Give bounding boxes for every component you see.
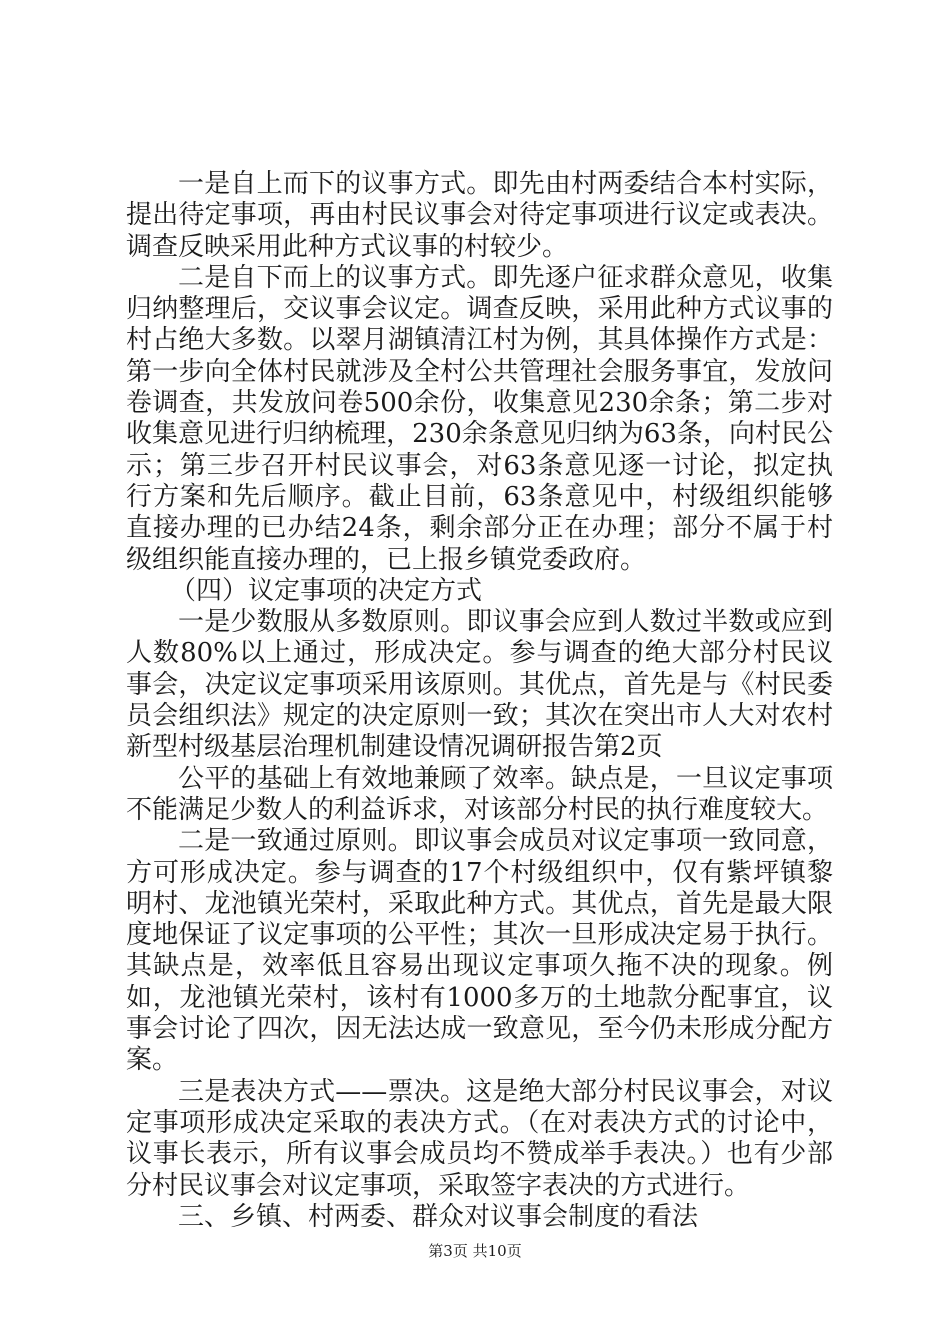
paragraph-ballot-vote: 三是表决方式——票决。这是绝大部分村民议事会，对议定事项形成决定采取的表决方式。（在对表决方式的讨论中，议事长表示，所有议事会成员均不赞成举手表决。）也有少部分村民议事会对议定事项，采取签字表决的方式进行。 bbox=[126, 1076, 833, 1201]
document-body bbox=[126, 169, 833, 1233]
page-number-footer: 第3页 共10页 bbox=[428, 1242, 522, 1260]
paragraph-bottom-up-method: 二是自下而上的议事方式。即先逐户征求群众意见，收集归纳整理后，交议事会议定。调查反映，采用此种方式议事的村占绝大多数。以翠月湖镇清江村为例，其具体操作方式是：第一步向全体村民就涉及全村公共管理社会服务事宜，发放问卷调查，共发放问卷500余份，收集意见230余条；第二步对收集意见进行归纳梳理，230余条意见归纳为63条，向村民公示；第三步召开村民议事会，对63条意见逐一讨论，拟定执行方案和先后顺序。截止目前，63条意见中，村级组织能够直接办理的已办结24条，剩余部分正在办理；部分不属于村级组织能直接办理的，已上报乡镇党委政府。 bbox=[126, 262, 833, 575]
paragraph-unanimous-rule: 二是一致通过原则。即议事会成员对议定事项一致同意，方可形成决定。参与调查的17个村级组织中，仅有紫坪镇黎明村、龙池镇光荣村，采取此种方式。其优点，首先是最大限度地保证了议定事项的公平性；其次一旦形成决定易于执行。其缺点是，效率低且容易出现议定事项久拖不决的现象。例如，龙池镇光荣村，该村有1000多万的土地款分配事宜，议事会讨论了四次，因无法达成一致意见，至今仍未形成分配方案。 bbox=[126, 826, 833, 1076]
paragraph-majority-rule: 一是少数服从多数原则。即议事会应到人数过半数或应到人数80%以上通过，形成决定。参与调查的绝大部分村民议事会，决定议定事项采用该原则。其优点，首先是与《村民委员会组织法》规定的决定原则一致；其次在突出市人大对农村新型村级基层治理机制建设情况调研报告第2页 bbox=[126, 607, 833, 763]
section-heading-opinions: 三、乡镇、村两委、群众对议事会制度的看法 bbox=[178, 1201, 699, 1232]
paragraph-fairness-efficiency: 公平的基础上有效地兼顾了效率。缺点是，一旦议定事项不能满足少数人的利益诉求，对该部分村民的执行难度较大。 bbox=[126, 763, 833, 825]
paragraph-top-down-method: 一是自上而下的议事方式。即先由村两委结合本村实际，提出待定事项，再由村民议事会对待定事项进行议定或表决。调查反映采用此种方式议事的村较少。 bbox=[126, 169, 833, 262]
section-heading-decision-method: （四）议定事项的决定方式 bbox=[170, 575, 483, 606]
